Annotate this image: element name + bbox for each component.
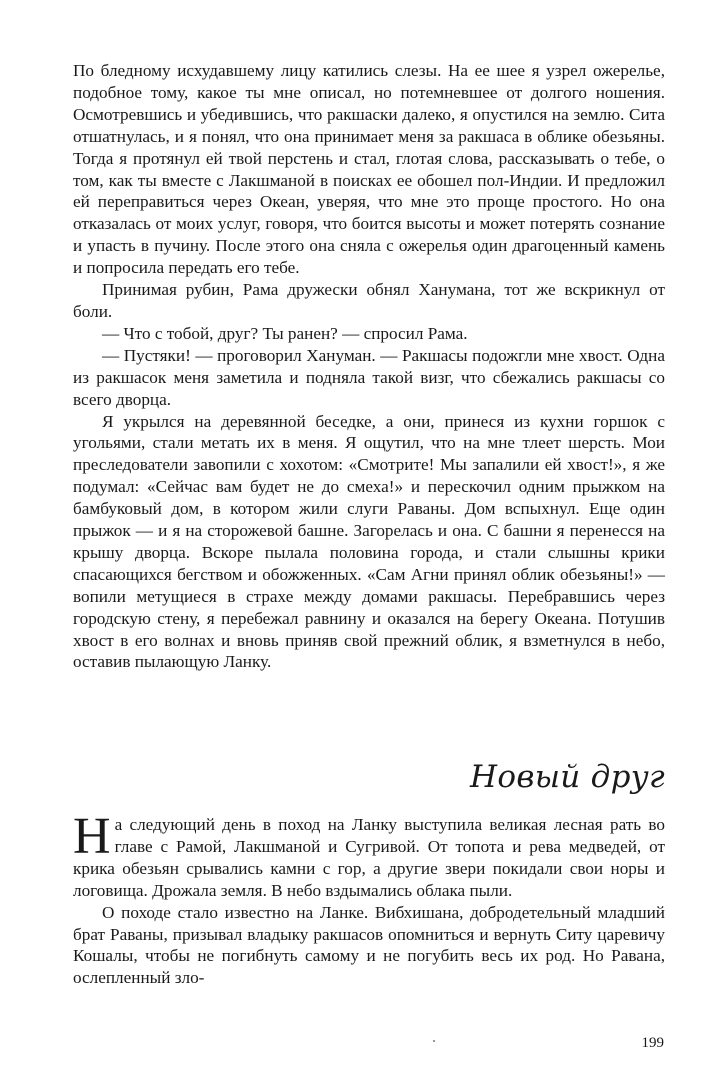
paragraph: По бледному исхудавшему лицу катились слезы. На ее шее я узрел ожерелье, подобное тому, какое ты мне описал, но потемневшее от долгого ношения. Осмотревшись и убедившись, что ракшаски далеко, я опустился на землю. Сита отшатнулась, и я понял, что она принимает меня за ракшаса в облике обезьяны. Тогда я протянул ей твой перстень и стал, глотая слова, рассказывать о тебе, о том, как ты вместе с Лакшманой в поисках ее обошел пол-Индии. И предложил ей переправиться через Океан, уверяя, что мне это проще простого. Но она отказалась от моих услуг, говоря, что боится высоты и может потерять сознание и упасть в пучину. После этого она сняла с ожерелья один драгоценный камень и попросила передать его тебе. — [73, 61, 665, 278]
text-section-1 — [73, 60, 665, 673]
page-number: 199 — [641, 1035, 664, 1051]
drop-cap: Н — [73, 808, 111, 865]
paragraph: Я укрылся на деревянной беседке, а они, принеся из кухни горшок с угольями, стали метать их в меня. Я ощутил, что на мне тлеет шерсть. Мои преследователи завопили с хохотом: «Смотрите! Мы запалили ей хвост!», я же подумал: «Сейчас вам будет не до смеха!» и перескочил одним прыжком на бамбуковый дом, в котором жили слуги Раваны. Дом вспыхнул. Еще один прыжок — и я на сторожевой башне. Загорелась и она. С башни я перенесся на крышу дворца. Вскоре пылала половина города, и стали слышны крики спасающихся бегством и обожженных. «Сам Агни принял облик обезьяны!» — вопили метущиеся в страхе между домами ракшасы. Перебравшись через городскую стену, я перебежал равнину и оказался на берегу Океана. Потушив хвост в его волнах и вновь приняв свой прежний облик, я взметнулся в небо, оставив пылающую Ланку. — [73, 411, 665, 672]
dialogue-line: — Что с тобой, друг? Ты ранен? — спросил Рама. — [102, 323, 468, 343]
dialogue-line: — Пустяки! — проговорил Хануман. — Ракшасы подожгли мне хвост. Одна из ракшасок меня заметила и подняла такой визг, что сбежались ракшасы со всего дворца. — [73, 345, 665, 409]
paragraph — [73, 808, 665, 902]
paragraph: О походе стало известно на Ланке. Вибхишана, добродетельный младший брат Раваны, призывал владыку ракшасов опомниться и вернуть Ситу царевичу Кошалы, чтобы не погибнуть самому и не погубить весь их род. Но Равана, ослепленный зло- — [73, 902, 665, 988]
paragraph-text: а следующий день в поход на Ланку выступила великая лесная рать во главе с Рамой, Лакшманой и Сугривой. От топота и рева медведей, от крика обезьян срывались камни с гор, а другие звери покидали свои норы и логовища. Дрожала земля. В небо вздымались облака пыли. — [73, 815, 665, 900]
print-speck — [433, 1040, 435, 1042]
chapter-heading: Новый друг — [470, 759, 665, 795]
text-section-2 — [73, 808, 665, 989]
paragraph: Принимая рубин, Рама дружески обнял Ханумана, тот же вскрикнул от боли. — [73, 280, 665, 321]
